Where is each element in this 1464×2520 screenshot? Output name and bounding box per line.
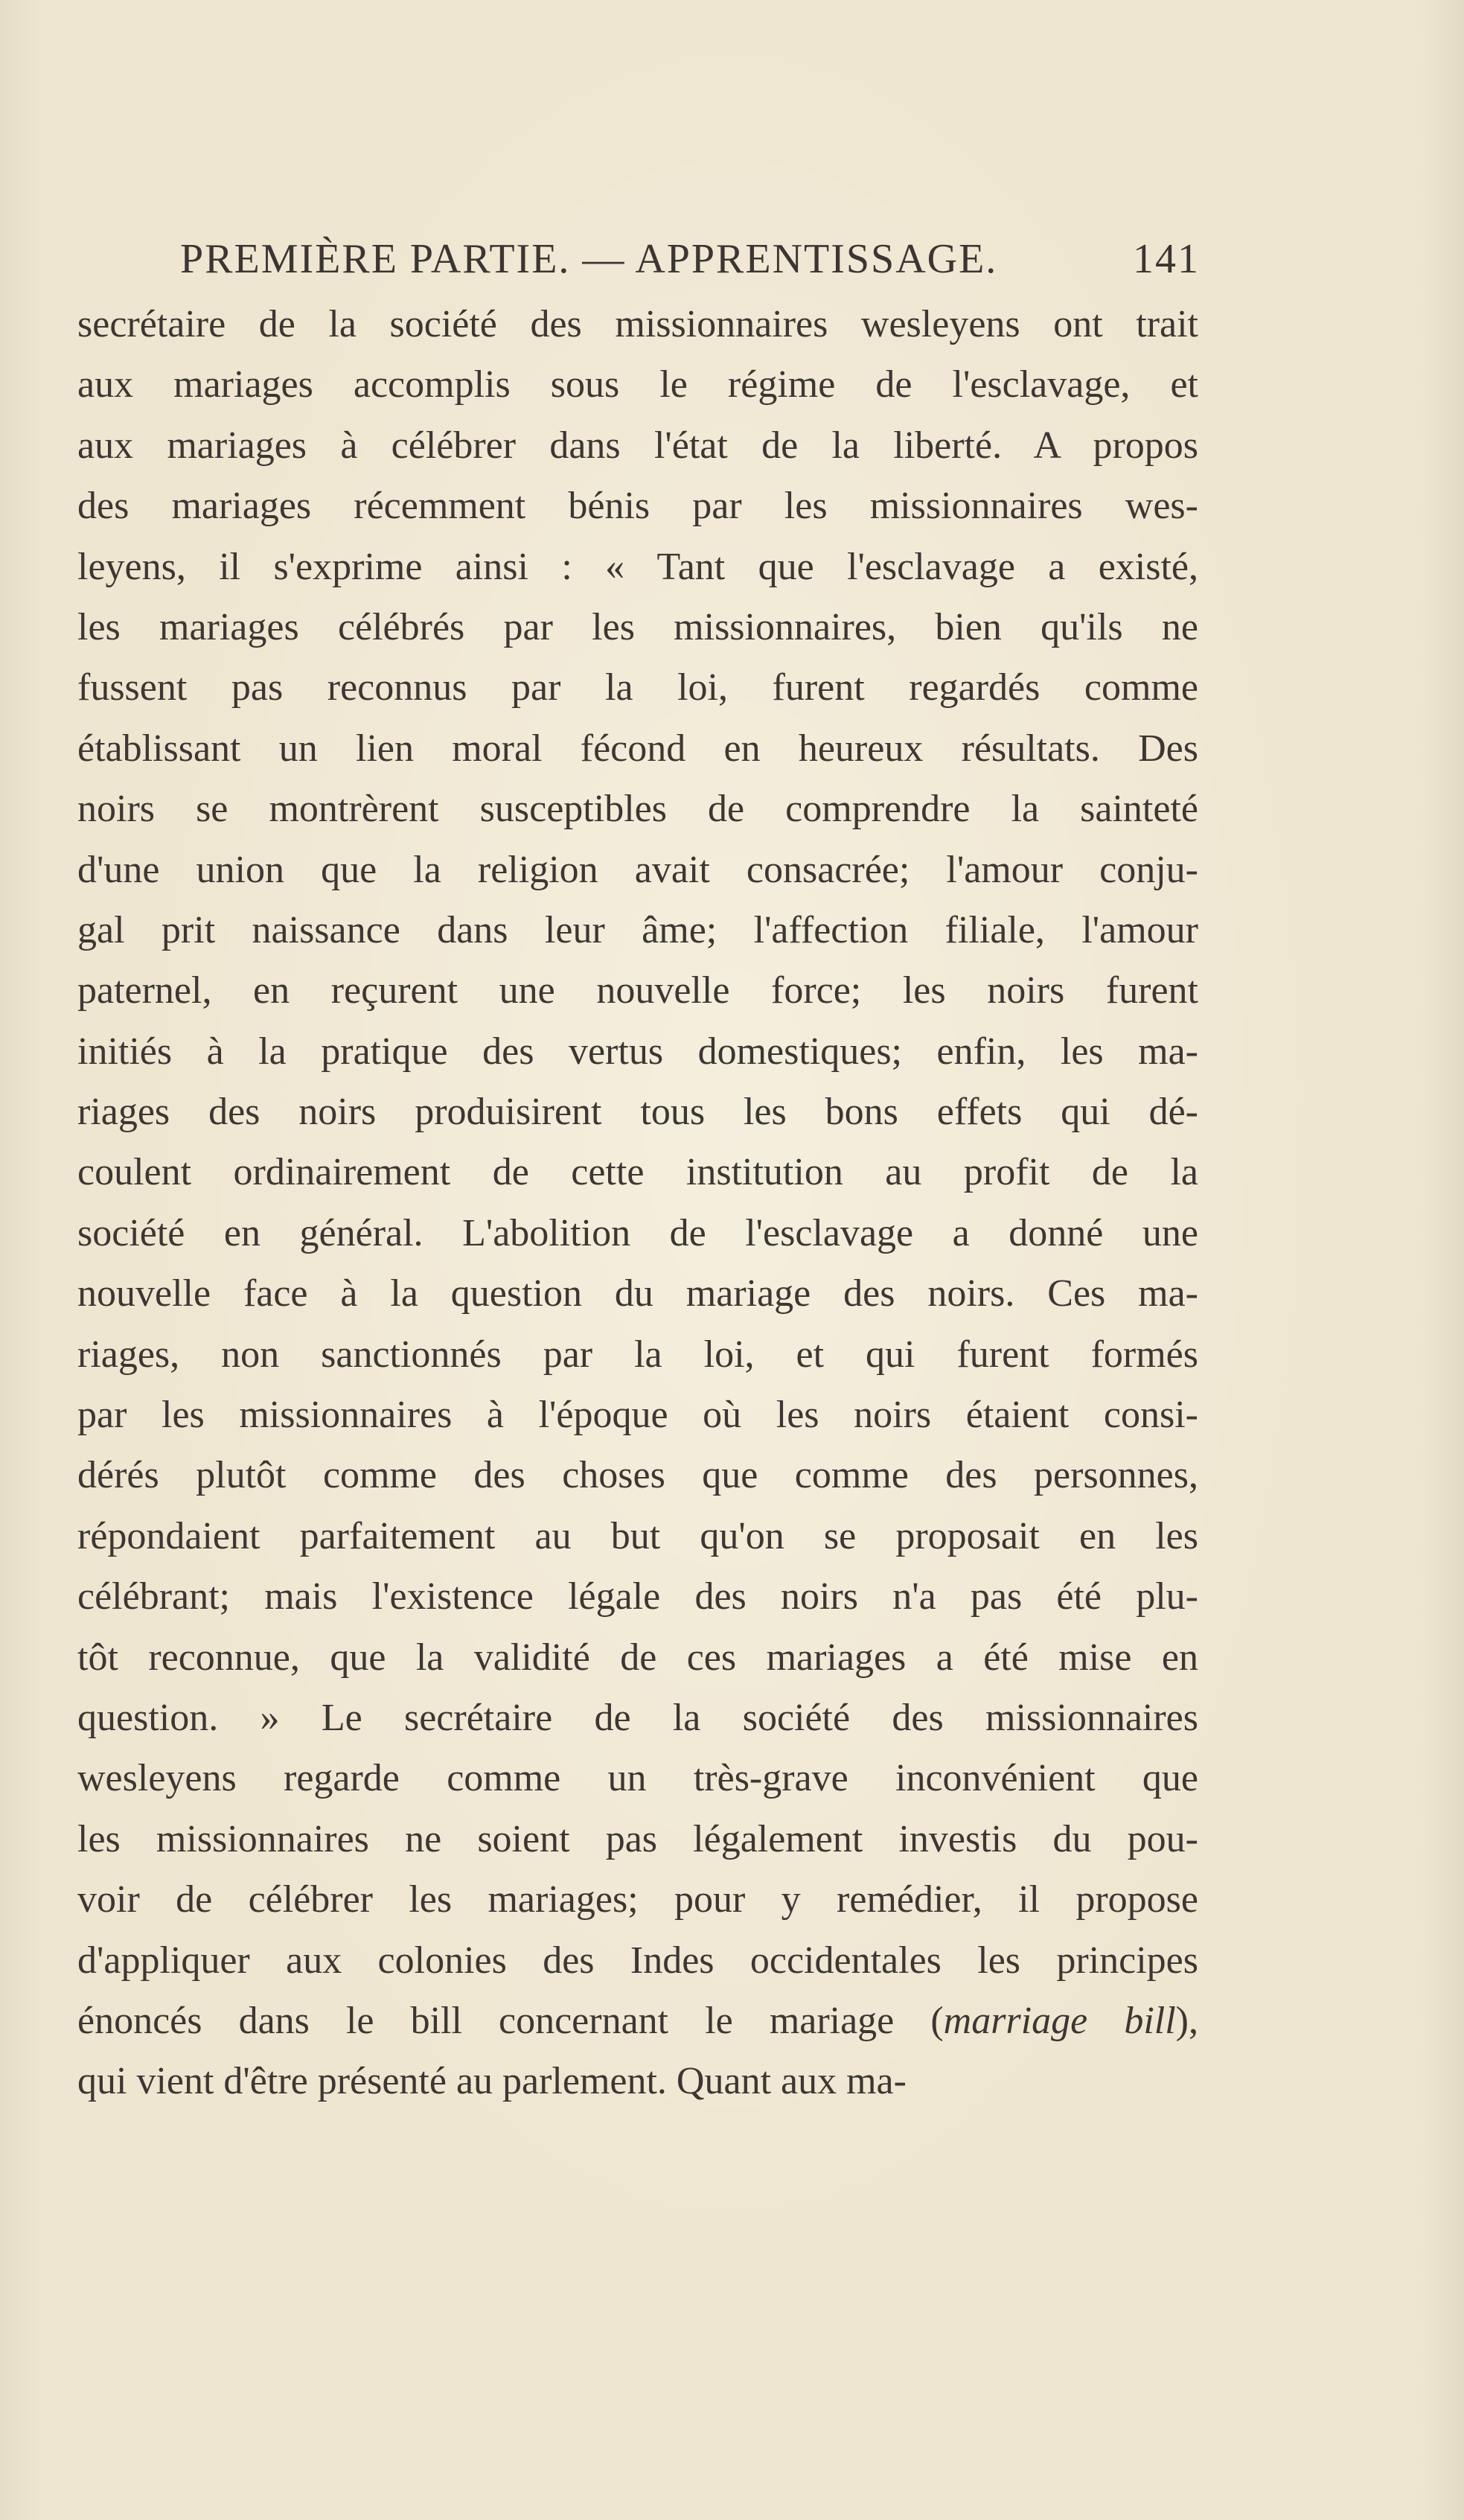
text-line: riages, non sanctionnés par la loi, et qui furent formés	[77, 1333, 1198, 1376]
italic-phrase: marriage bill	[943, 1999, 1176, 2042]
text-line: fussent pas reconnus par la loi, furent regardés comme	[77, 666, 1198, 709]
text-line: les mariages célébrés par les missionnaires, bien qu'ils ne	[77, 605, 1198, 648]
text-segment: ),	[1175, 1999, 1198, 2042]
text-line-with-italic	[77, 1991, 1198, 2051]
running-title: PREMIÈRE PARTIE. — APPRENTISSAGE.	[180, 236, 998, 282]
text-line: secrétaire de la société des missionnaires wesleyens ont trait	[77, 303, 1198, 345]
text-line: répondaient parfaitement au but qu'on se proposait en les	[77, 1514, 1198, 1557]
text-line: wesleyens regarde comme un très-grave inconvénient que	[77, 1757, 1198, 1800]
text-line: coulent ordinairement de cette institution au profit de la	[77, 1151, 1198, 1194]
text-line: initiés à la pratique des vertus domestiques; enfin, les ma-	[77, 1030, 1198, 1073]
text-line: leyens, il s'exprime ainsi : « Tant que l'esclavage a existé,	[77, 545, 1198, 588]
text-line: riages des noirs produisirent tous les bons effets qui dé-	[77, 1091, 1198, 1134]
body-text	[77, 294, 1198, 2112]
text-line: dérés plutôt comme des choses que comme des personnes,	[77, 1454, 1198, 1497]
text-line: les missionnaires ne soient pas légalement investis du pou-	[77, 1817, 1198, 1860]
text-line: aux mariages à célébrer dans l'état de la liberté. A propos	[77, 424, 1198, 467]
text-line: question. » Le secrétaire de la société des missionnaires	[77, 1696, 1198, 1739]
text-segment: énoncés dans le bill concernant le mariage (	[77, 1999, 944, 2042]
text-line: d'une union que la religion avait consacrée; l'amour conju-	[77, 848, 1198, 891]
text-line: gal prit naissance dans leur âme; l'affection filiale, l'amour	[77, 908, 1198, 951]
text-line: voir de célébrer les mariages; pour y remédier, il propose	[77, 1878, 1198, 1921]
text-line: nouvelle face à la question du mariage des noirs. Ces ma-	[77, 1272, 1198, 1315]
text-line: aux mariages accomplis sous le régime de l'esclavage, et	[77, 363, 1198, 406]
text-line: société en général. L'abolition de l'esclavage a donné une	[77, 1211, 1198, 1254]
text-line: par les missionnaires à l'époque où les noirs étaient consi-	[77, 1394, 1198, 1437]
text-line: établissant un lien moral fécond en heureux résultats. Des	[77, 727, 1198, 770]
text-line: qui vient d'être présenté au parlement. Quant aux ma-	[77, 2060, 907, 2103]
running-header	[180, 235, 1200, 287]
text-line: d'appliquer aux colonies des Indes occidentales les principes	[77, 1939, 1198, 1982]
text-line: tôt reconnue, que la validité de ces mariages a été mise en	[77, 1636, 1198, 1679]
text-line: célébrant; mais l'existence légale des noirs n'a pas été plu-	[77, 1575, 1198, 1618]
text-line: noirs se montrèrent susceptibles de comprendre la sainteté	[77, 788, 1198, 831]
text-line: des mariages récemment bénis par les missionnaires wes-	[77, 485, 1198, 528]
page-number: 141	[1133, 236, 1200, 282]
text-line: paternel, en reçurent une nouvelle force; les noirs furent	[77, 969, 1198, 1012]
